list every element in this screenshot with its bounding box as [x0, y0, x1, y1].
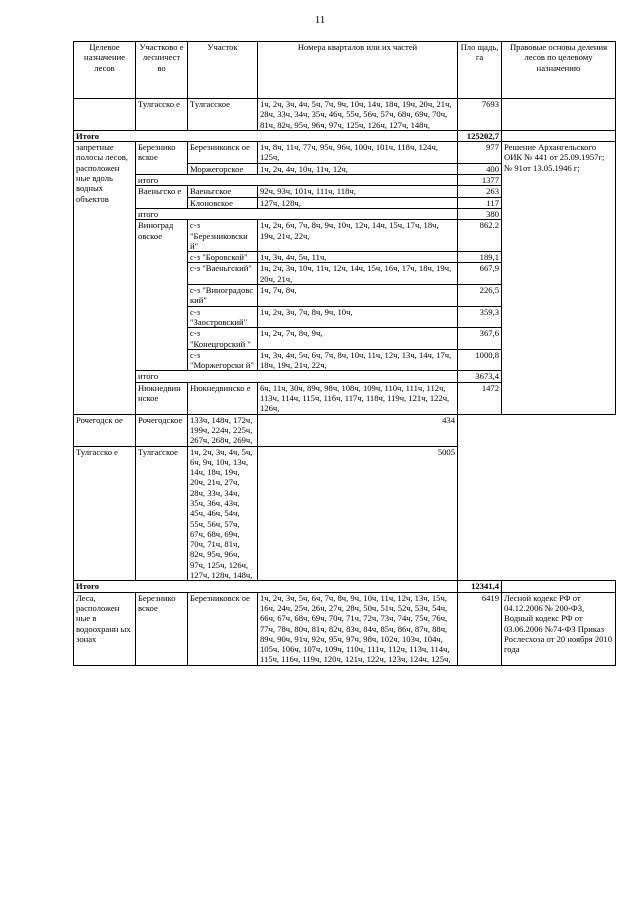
- cell-plot: Ваеньгское: [188, 186, 258, 197]
- cell-quarters: 1ч, 7ч, 8ч,: [258, 285, 458, 307]
- cell-district: Ваеньгско е: [136, 186, 188, 209]
- cell-area: 1472: [458, 382, 502, 414]
- table-row: [74, 446, 616, 581]
- cell-district: Рочегодск ое: [74, 414, 136, 446]
- cell-legal: [502, 130, 616, 141]
- total-row: [74, 130, 616, 141]
- cell-area: 6419: [458, 592, 502, 665]
- cell-plot: Клоновское: [188, 197, 258, 208]
- subtotal-label: итого: [136, 175, 458, 186]
- cell-district: Нюкнедвин нское: [136, 382, 188, 414]
- table-header-row: [74, 42, 616, 99]
- cell-plot: Моржегорское: [188, 163, 258, 174]
- total-area: 125202,7: [458, 130, 502, 141]
- cell-plot: с-з "Боровской": [188, 252, 258, 263]
- header-quarters: Номера кварталов или их частей: [258, 42, 458, 99]
- cell-area: 380: [458, 208, 502, 219]
- table-row: [74, 592, 616, 665]
- cell-quarters: 6ч, 11ч, 30ч, 89ч, 98ч, 108ч, 109ч, 110ч, 111ч, 112ч, 113ч, 114ч, 115ч, 116ч, 117ч, 118ч, 119ч, 121ч, 122ч, 126ч,: [258, 382, 458, 414]
- cell-plot: Березниковск ое: [188, 142, 258, 164]
- cell-purpose: [74, 99, 136, 131]
- cell-plot: с-з "Конецгорский ": [188, 328, 258, 350]
- cell-quarters: 1ч, 2ч, 4ч, 10ч, 11ч, 12ч,: [258, 163, 458, 174]
- cell-area: 226,5: [458, 285, 502, 307]
- cell-legal: [502, 99, 616, 131]
- cell-plot: с-з "Виноградовс кий": [188, 285, 258, 307]
- table-row: [74, 142, 616, 164]
- cell-area: 359,3: [458, 306, 502, 328]
- cell-area: 1000,8: [458, 349, 502, 371]
- header-legal: Правовые основы деления лесов по целевому назначению: [502, 42, 616, 99]
- cell-quarters: 133ч, 148ч, 172ч, 199ч, 224ч, 225ч, 267ч, 268ч, 269ч,: [188, 414, 258, 446]
- header-purpose: Целевое назначение лесов: [74, 42, 136, 99]
- cell-area: 3673,4: [458, 371, 502, 382]
- group-purpose: запретные полосы лесов, расположен ные вдоль водных объектов: [74, 142, 136, 414]
- cell-plot: Рочегодское: [136, 414, 188, 446]
- cell-area: 400: [458, 163, 502, 174]
- cell-quarters: 1ч, 2ч, 6ч, 7ч, 8ч, 9ч, 10ч, 12ч, 14ч, 15ч, 17ч, 18ч, 19ч, 21ч, 22ч,: [258, 220, 458, 252]
- cell-plot: с-з "Ваеньгский": [188, 263, 258, 285]
- cell-district: Тулгасско е: [136, 99, 188, 131]
- cell-quarters: 1ч, 2ч, 7ч, 8ч, 9ч,: [258, 328, 458, 350]
- cell-area: 862.2: [458, 220, 502, 252]
- header-plot: Участок: [188, 42, 258, 99]
- table-row: [74, 414, 616, 446]
- cell-area: 434: [258, 414, 458, 446]
- cell-quarters: 1ч, 3ч, 4ч, 5ч, 6ч, 7ч, 8ч, 10ч, 11ч, 12ч, 13ч, 14ч, 17ч, 18ч, 19ч, 21ч, 22ч,: [258, 349, 458, 371]
- header-district: Участково е лесничест во: [136, 42, 188, 99]
- cell-quarters: 1ч, 2ч, 3ч, 10ч, 11ч, 12ч, 14ч, 15ч, 16ч, 17ч, 18ч, 19ч, 20ч, 21ч,: [258, 263, 458, 285]
- cell-legal: [502, 581, 616, 592]
- cell-plot: Нюкнедвинско е: [188, 382, 258, 414]
- cell-plot: с-з "Моржегорски й": [188, 349, 258, 371]
- cell-quarters: 1ч, 3ч, 4ч, 5ч, 11ч,: [258, 252, 458, 263]
- total-label: Итого: [74, 130, 458, 141]
- cell-plot: Тулгасское: [136, 446, 188, 581]
- cell-area: 977: [458, 142, 502, 164]
- table-row: [74, 99, 616, 131]
- cell-quarters: 92ч, 93ч, 101ч, 111ч, 118ч,: [258, 186, 458, 197]
- cell-area: 5005: [258, 446, 458, 581]
- cell-plot: Березниковск ое: [188, 592, 258, 665]
- cell-area: 667,9: [458, 263, 502, 285]
- cell-area: 189,1: [458, 252, 502, 263]
- cell-quarters: 1ч, 2ч, 3ч, 4ч, 5ч, 7ч, 9ч, 10ч, 14ч, 18ч, 19ч, 20ч, 21ч, 28ч, 33ч, 34ч, 35ч, 46ч, 55ч, 56ч, 57ч, 68ч, 69ч, 70ч, 81ч, 82ч, 95ч, 96ч, 97ч, 125ч, 126ч, 127ч, 148ч,: [258, 99, 458, 131]
- total-area: 12341,4: [458, 581, 502, 592]
- header-area: Пло щадь, га: [458, 42, 502, 99]
- cell-quarters: 1ч, 8ч, 11ч, 77ч, 95ч, 96ч, 100ч, 101ч, 118ч, 124ч, 125ч,: [258, 142, 458, 164]
- cell-area: 263: [458, 186, 502, 197]
- cell-district: Тулгасско е: [74, 446, 136, 581]
- subtotal-label: итого: [136, 208, 458, 219]
- cell-plot: Тулгасское: [188, 99, 258, 131]
- total-row: [74, 581, 616, 592]
- cell-area: 1377: [458, 175, 502, 186]
- cell-quarters: 127ч, 128ч,: [258, 197, 458, 208]
- cell-area: 7693: [458, 99, 502, 131]
- cell-area: 117: [458, 197, 502, 208]
- group-legal: Решение Архангельского ОИК № 441 от 25.09.1957г; № 91от 13.05.1946 г;: [502, 142, 616, 414]
- cell-quarters: 1ч, 2ч, 3ч, 7ч, 8ч, 9ч, 10ч,: [258, 306, 458, 328]
- cell-district: Березнико вское: [136, 592, 188, 665]
- cell-plot: с-з "Заостровский": [188, 306, 258, 328]
- cell-district: Березнико вское: [136, 142, 188, 175]
- total-label: Итого: [74, 581, 458, 592]
- cell-plot: с-з "Березниковски й": [188, 220, 258, 252]
- cell-quarters: 1ч, 2ч, 3ч, 4ч, 5ч, 6ч, 9ч, 10ч, 13ч, 14ч, 18ч, 19ч, 20ч, 21ч, 27ч, 28ч, 33ч, 34ч, 35ч, 36ч, 43ч, 45ч, 46ч, 54ч, 55ч, 56ч, 57ч, 67ч, 68ч, 69ч, 70ч, 71ч, 81ч, 82ч, 95ч, 96ч, 97ч, 125ч, 126ч, 127ч, 128ч, 148ч,: [188, 446, 258, 581]
- forest-table: [73, 41, 616, 666]
- group-purpose: Леса, расположен ные в водоохранн ых зонах: [74, 592, 136, 665]
- subtotal-label: итого: [136, 371, 458, 382]
- page-number: 11: [314, 14, 326, 26]
- group-legal: Лесной кодекс РФ от 04.12.2006 № 200-ФЗ, Водный кодекс РФ от 03.06.2006 №74-ФЗ Приказ Рослесхоза от 20 ноября 2010 года: [502, 592, 616, 665]
- cell-quarters: 1ч, 2ч, 3ч, 5ч, 6ч, 7ч, 8ч, 9ч, 10ч, 11ч, 12ч, 13ч, 15ч, 16ч, 24ч, 25ч, 26ч, 27ч, 28ч, 50ч, 51ч, 52ч, 53ч, 54ч, 66ч, 67ч, 68ч, 69ч, 70ч, 71ч, 72ч, 73ч, 74ч, 75ч, 76ч, 77ч, 78ч, 80ч, 81ч, 82ч, 83ч, 84ч, 85ч, 86ч, 87ч, 88ч, 89ч, 90ч, 91ч, 92ч, 95ч, 97ч, 98ч, 102ч, 103ч, 104ч, 105ч, 106ч, 107ч, 109ч, 110ч, 111ч, 112ч, 113ч, 114ч, 115ч, 116ч, 119ч, 120ч, 121ч, 122ч, 123ч, 124ч, 125ч,: [258, 592, 458, 665]
- cell-district: Виноград овское: [136, 220, 188, 371]
- cell-area: 367,6: [458, 328, 502, 350]
